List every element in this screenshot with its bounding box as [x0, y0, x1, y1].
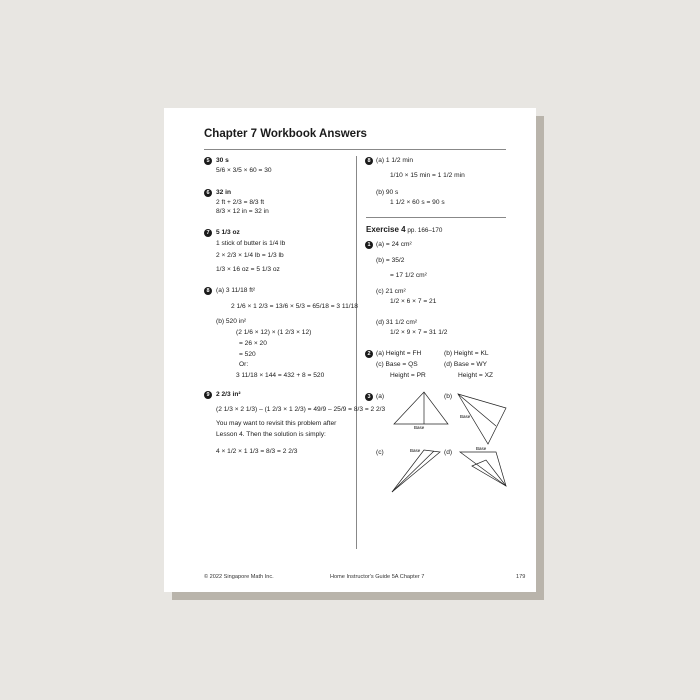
problem-number-badge — [204, 157, 212, 165]
left-answer-line: 5 1/3 oz — [216, 229, 240, 236]
left-answer-line: (2 1/6 × 12) × (1 2/3 × 12) — [236, 329, 312, 336]
right-answer-line: 1/2 × 9 × 7 = 31 1/2 — [390, 329, 448, 336]
problem-number-badge — [204, 189, 212, 197]
base-label: Base — [460, 414, 471, 419]
left-answer-line: 8/3 × 12 in = 32 in — [216, 208, 269, 215]
problem-number: 8 — [206, 288, 210, 294]
exercise-title: Exercise 4 — [366, 225, 406, 234]
problem-number: 3 — [367, 394, 371, 400]
right-answer-line: Height = XZ — [458, 372, 494, 379]
triangle-figure-d — [456, 446, 510, 488]
left-answer-line: 5/6 × 3/5 × 60 = 30 — [216, 167, 272, 174]
problem-number-badge — [204, 287, 212, 295]
problem-number: 9 — [206, 392, 210, 398]
right-answer-line: (a) = 24 cm² — [376, 241, 412, 248]
footer-guide: Home Instructor's Guide 5A Chapter 7 — [330, 574, 425, 580]
problem-number: 8 — [367, 158, 371, 164]
right-answer-line: (a) Height = FH — [376, 350, 422, 357]
exercise-rule — [366, 217, 506, 218]
right-answer-line: (b) = 35/2 — [376, 257, 405, 264]
triangle-figure-b — [456, 390, 510, 446]
problem-number-badge — [365, 393, 373, 401]
right-answer-line: Height = PR — [390, 372, 426, 379]
base-label: Base — [414, 425, 425, 430]
problem-number: 1 — [367, 242, 371, 248]
problem-number-badge — [365, 241, 373, 249]
footer-page-number: 179 — [516, 574, 526, 580]
column-divider — [356, 156, 357, 549]
left-answer-line: 1/3 × 16 oz = 5 1/3 oz — [216, 266, 280, 273]
triangle-figure-a — [392, 390, 453, 430]
left-answer-line: You may want to revisit this problem after — [216, 420, 337, 427]
right-answer-line: (c) — [376, 449, 384, 456]
right-answer-line: (d) — [444, 449, 453, 456]
left-answer-line: Or: — [239, 361, 249, 368]
right-answer-line: (c) Base = QS — [376, 361, 418, 368]
problem-number-badge — [365, 350, 373, 358]
left-answer-line: 32 in — [216, 189, 232, 196]
left-answer-line: (a) 3 11/18 ft² — [216, 287, 256, 294]
problem-number: 7 — [206, 230, 210, 236]
problem-number-badge — [204, 229, 212, 237]
footer-copyright: © 2022 Singapore Math Inc. — [204, 574, 274, 580]
right-answer-line: = 17 1/2 cm² — [390, 272, 427, 279]
triangle-figure-c — [390, 446, 453, 494]
left-answer-line: 30 s — [216, 157, 229, 164]
page-title: Chapter 7 Workbook Answers — [204, 128, 367, 140]
left-answer-line: Lesson 4. Then the solution is simply: — [216, 431, 326, 438]
right-answer-line: 1 1/2 × 60 s = 90 s — [390, 199, 445, 206]
base-label: Base — [410, 448, 421, 453]
right-answer-line: 1/10 × 15 min = 1 1/2 min — [390, 172, 465, 179]
right-answer-line: (b) 90 s — [376, 189, 399, 196]
right-answer-line: (d) 31 1/2 cm² — [376, 319, 418, 326]
right-answer-line: (a) 1 1/2 min — [376, 157, 414, 164]
left-answer-line: 2 ft + 2/3 = 8/3 ft — [216, 199, 265, 206]
right-answer-line: (d) Base = WY — [444, 361, 488, 368]
left-answer-line: 4 × 1/2 × 1 1/3 = 8/3 = 2 2/3 — [216, 448, 298, 455]
problem-number: 6 — [206, 190, 210, 196]
left-answer-line: = 26 × 20 — [239, 340, 267, 347]
problem-number-badge — [365, 157, 373, 165]
left-answer-line: 2 1/6 × 1 2/3 = 13/6 × 5/3 = 65/18 = 3 11/18 — [231, 303, 358, 310]
left-answer-line: 2 2/3 in² — [216, 391, 241, 398]
problem-number: 5 — [206, 158, 210, 164]
left-answer-line: (b) 520 in² — [216, 318, 247, 325]
left-answer-line: = 520 — [239, 351, 256, 358]
title-rule — [204, 149, 506, 150]
right-answer-line: (b) — [444, 393, 453, 400]
right-answer-line: 1/2 × 6 × 7 = 21 — [390, 298, 437, 305]
workbook-page — [164, 108, 536, 592]
left-answer-line: (2 1/3 × 2 1/3) – (1 2/3 × 1 2/3) = 49/9 – 25/9 = 8/3 = 2 2/3 — [216, 406, 386, 413]
right-answer-line: (c) 21 cm² — [376, 288, 406, 295]
problem-number-badge — [204, 391, 212, 399]
exercise-heading — [366, 225, 442, 234]
left-answer-line: 3 11/18 × 144 = 432 + 8 = 520 — [236, 372, 325, 379]
base-label: Base — [476, 446, 487, 451]
exercise-pages: pp. 166–170 — [405, 227, 443, 234]
left-answer-line: 1 stick of butter is 1/4 lb — [216, 240, 286, 247]
right-answer-line: (b) Height = KL — [444, 350, 489, 357]
right-answer-line: (a) — [376, 393, 385, 400]
problem-number: 2 — [367, 351, 371, 357]
left-answer-line: 2 × 2/3 × 1/4 lb = 1/3 lb — [216, 252, 284, 259]
